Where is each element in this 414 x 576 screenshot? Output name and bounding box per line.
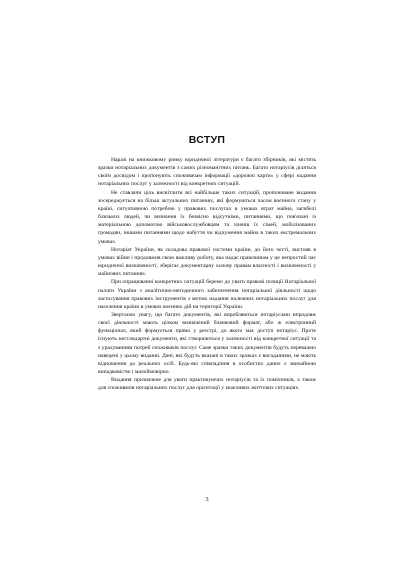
page-number: 3	[205, 496, 209, 503]
body-text	[98, 156, 316, 393]
paragraph: Наразі на книжковому ринку юридичної літератури є багато збірників, які містять зразки нотаріальних документів з самих різноманітних питань. Багато нотаріусів діляться своїм досвідом і пропонують споживачам інформації «дорожні карти» у сфері надання нотаріальних послуг у залежності від конкретних ситуацій.	[98, 157, 316, 188]
paragraph: Нотаріат України, як складова правової системи країни, до його честі, вистояв в умовах війни і продовжив свою важливу роботу, яка надає правочинам у це непростий час юридичної визначеності, зберігає документарну основу правам власності і визначеності у майнових питаннях.	[98, 246, 316, 278]
page-title: ВСТУП	[188, 134, 226, 146]
paragraph: Видання призначене для уваги практикуючих нотаріусів та їх помічників, а також для споживачів нотаріальних послуг для орієнтації у можливих життєвих ситуаціях.	[98, 377, 316, 392]
paragraph: При опрацюванні конкретних ситуацій беремо до уваги правові позиції Нотаріальної палати України з аналітично-методичного забезпечення нотаріальної діяльності щодо застосування правових інструментів з метою надання належних нотаріальних послуг для населення країни в умовах воєнних дій на території України.	[98, 279, 316, 310]
paragraph: Звертаємо увагу, що багато документів, які виробляються нотаріусами впродовж своєї діяльності мають цілком визначений бланковий формат, або ж електронний функціонал, який формується прямо у реєстрі, до якого має доступ нотаріус. Проте існують нестандартні документи, які створюються у залежності від конкретної ситуації та з урахуванням потреб споживачів послуг. Саме зразки таких документів будуть переважно наведені у цьому виданні. Дані, які будуть вказані в таких зразках є вигаданими, не мають відношення до реальних осіб. Будь-які співпадіння в особистих даних є звичайною випадковістю і малоймовірно.	[98, 311, 316, 376]
paragraph: Не ставлячи ціль висвітлити всі найбільше таких ситуацій, пропоноване видання зосереджується на більш актуальних питаннях, які формуються часом воєнного стану у країні, ситуативною потребою у правових послугах в умовах втрат майна, загибелі близьких людей, чи визнання їх безвісно відсутніми, питаннями, що пов'язані із матеріальною допомогою військовослужбовцям та членів їх сімей, мобілізованих громадян, іншими питаннями щодо набуття чи відчуження майна в таких екстремальних умовах.	[98, 189, 316, 245]
